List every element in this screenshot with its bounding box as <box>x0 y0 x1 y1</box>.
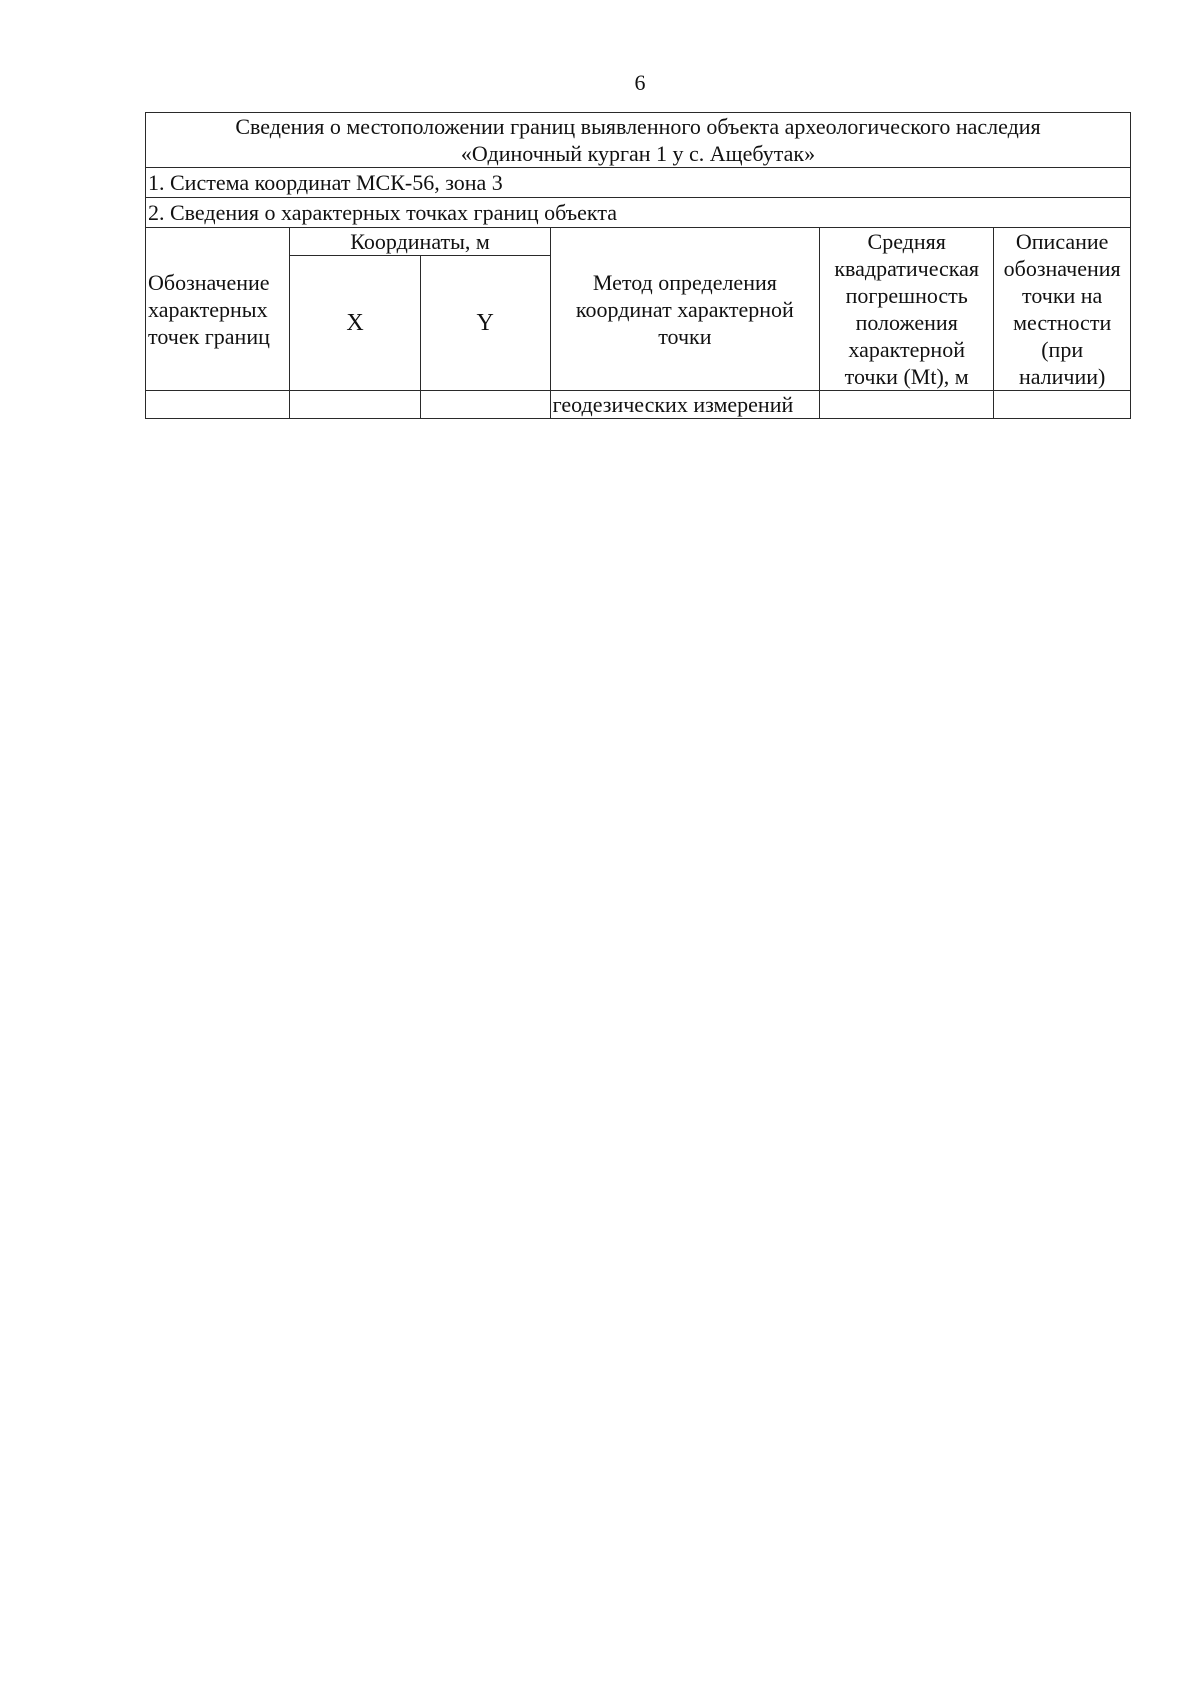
table-title-row <box>146 113 1131 168</box>
table-title-line-1: Сведения о местоположении границ выявленного объекта археологического наследия <box>235 114 1041 139</box>
page-number: 6 <box>634 70 646 95</box>
cell-y <box>420 391 550 419</box>
header-mt: Средняя квадратическая погрешность положения характерной точки (Mt), м <box>820 228 994 391</box>
table-title <box>146 113 1131 168</box>
header-row-1 <box>146 228 1131 256</box>
section-2-row <box>146 198 1131 228</box>
points-info-cell: 2. Сведения о характерных точках границ объекта <box>146 198 1131 228</box>
boundary-points-table <box>145 112 1131 419</box>
cell-designation <box>146 391 290 419</box>
cell-description <box>994 391 1131 419</box>
header-method: Метод определения координат характерной точки <box>550 228 819 391</box>
header-designation: Обозначение характерных точек границ <box>146 228 290 391</box>
table-row <box>146 391 1131 419</box>
cell-x <box>290 391 420 419</box>
header-x: X <box>290 256 420 391</box>
header-coordinates: Координаты, м <box>290 228 550 256</box>
header-description: Описание обозначения точки на местности (при наличии) <box>994 228 1131 391</box>
coordinate-system-cell: 1. Система координат МСК-56, зона 3 <box>146 168 1131 198</box>
header-y: Y <box>420 256 550 391</box>
cell-method: геодезических измерений <box>550 391 819 419</box>
table-title-line-2: «Одиночный курган 1 у с. Ащебутак» <box>460 141 816 166</box>
section-1-row <box>146 168 1131 198</box>
cell-mt <box>820 391 994 419</box>
